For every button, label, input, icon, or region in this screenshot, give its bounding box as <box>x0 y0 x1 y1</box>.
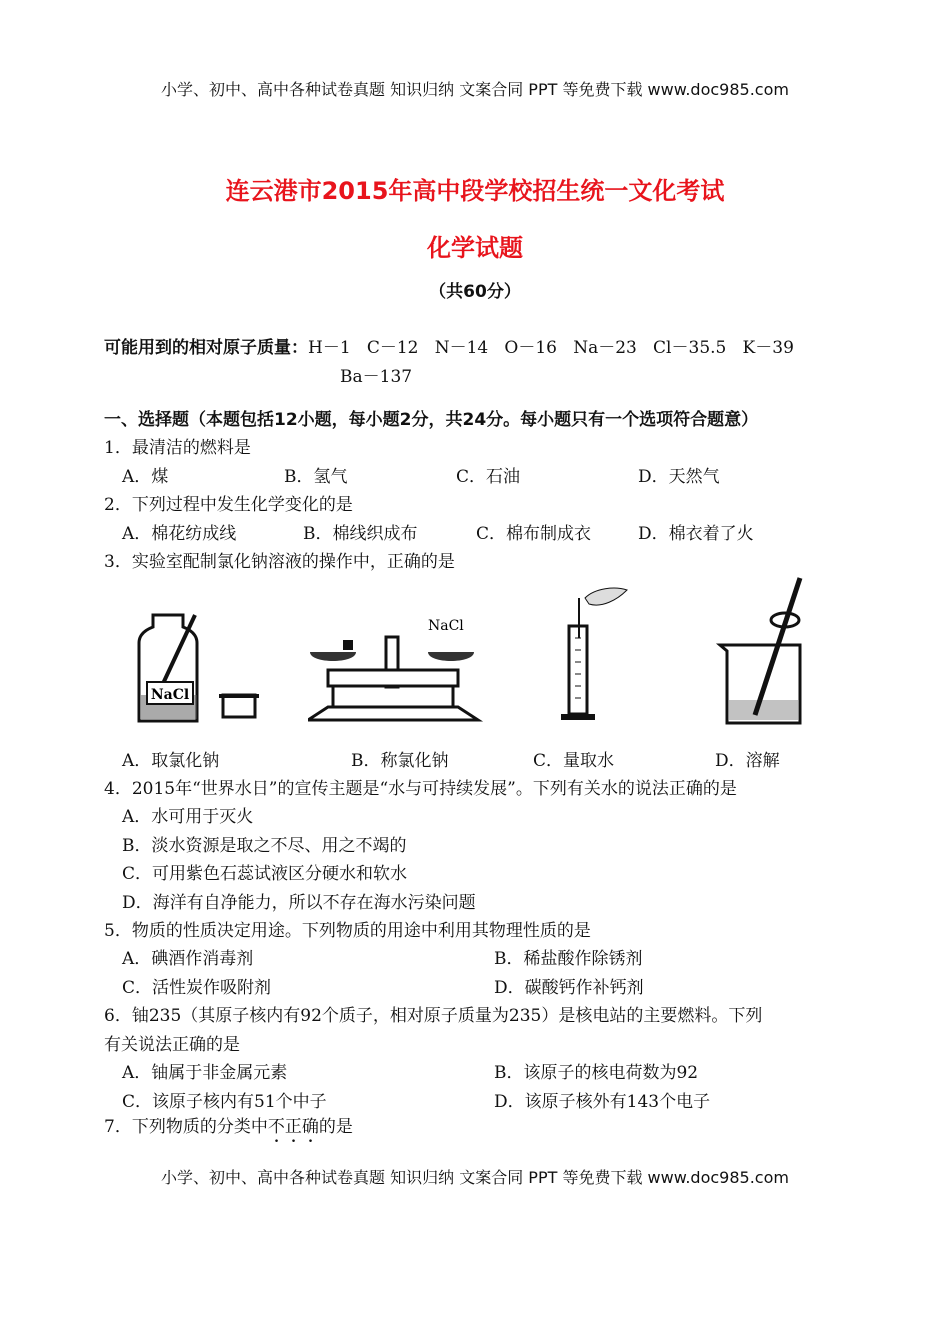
q6-option-a: A．铀属于非金属元素 <box>122 1063 288 1083</box>
q1-option-b: B．氢气 <box>284 467 348 487</box>
q4-option-d: D．海洋有自净能力，所以不存在海水污染问题 <box>122 893 476 913</box>
question-6-cont: 有关说法正确的是 <box>104 1035 240 1055</box>
question-7 <box>104 1116 353 1147</box>
masses-values-2: Ba－137 <box>340 367 413 387</box>
question-1: 1．最清洁的燃料是 <box>104 438 251 458</box>
question-4: 4．2015年“世界水日”的宣传主题是“水与可持续发展”。下列有关水的说法正确的是 <box>104 779 737 799</box>
q1-option-a: A．煤 <box>122 467 169 487</box>
question-2: 2．下列过程中发生化学变化的是 <box>104 495 353 515</box>
jar-label: NaCl <box>150 687 190 703</box>
masses-values: H－1 C－12 N－14 O－16 Na－23 Cl－35.5 K－39 <box>308 338 794 358</box>
balance-label: NaCl <box>428 618 464 634</box>
question-3: 3．实验室配制氯化钠溶液的操作中，正确的是 <box>104 552 455 572</box>
q4-option-b: B．淡水资源是取之不尽、用之不竭的 <box>122 836 407 856</box>
q7-stem-post: 的是 <box>318 1117 353 1137</box>
q3-option-a: A．取氯化钠 <box>122 751 220 771</box>
q3-option-b: B．称氯化钠 <box>351 751 449 771</box>
q3-option-c: C．量取水 <box>533 751 615 771</box>
q5-option-b: B．稀盐酸作除锈剂 <box>494 949 643 969</box>
section-heading: 一、选择题（本题包括12小题，每小题2分，共24分。每小题只有一个选项符合题意） <box>104 410 759 430</box>
q6-option-d: D．该原子核外有143个电子 <box>494 1092 711 1112</box>
exam-title: 连云港市2015年高中段学校招生统一文化考试 <box>225 177 725 205</box>
q2-option-d: D．棉衣着了火 <box>638 524 754 544</box>
reagent-jar-figure <box>135 610 275 730</box>
question-5: 5．物质的性质决定用途。下列物质的用途中利用其物理性质的是 <box>104 921 591 941</box>
q7-stem-pre: 7．下列物质的分类中 <box>104 1117 268 1137</box>
question-6: 6．铀235（其原子核内有92个质子，相对原子质量为235）是核电站的主要燃料。下列 <box>104 1006 763 1026</box>
q2-option-c: C．棉布制成衣 <box>476 524 592 544</box>
page-header: 小学、初中、高中各种试卷真题 知识归纳 文案合同 PPT 等免费下载 www.doc985.com <box>161 80 789 99</box>
q7-emphasis: 不正确 <box>267 1117 319 1137</box>
atomic-masses <box>104 337 794 359</box>
q1-option-c: C．石油 <box>456 467 521 487</box>
q2-option-b: B．棉线织成布 <box>303 524 418 544</box>
exam-subtitle: 化学试题 <box>427 234 523 262</box>
q5-option-a: A．碘酒作消毒剂 <box>122 949 254 969</box>
q1-option-d: D．天然气 <box>638 467 720 487</box>
q4-option-c: C．可用紫色石蕊试液区分硬水和软水 <box>122 864 408 884</box>
masses-label: 可能用到的相对原子质量： <box>104 338 308 358</box>
q4-option-a: A．水可用于灭火 <box>122 807 254 827</box>
beaker-figure <box>715 575 815 730</box>
q5-option-d: D．碳酸钙作补钙剂 <box>494 978 644 998</box>
balance-figure <box>308 612 488 727</box>
q2-option-a: A．棉花纺成线 <box>122 524 237 544</box>
q5-option-c: C．活性炭作吸附剂 <box>122 978 272 998</box>
page-footer: 小学、初中、高中各种试卷真题 知识归纳 文案合同 PPT 等免费下载 www.doc985.com <box>161 1168 789 1187</box>
q6-option-c: C．该原子核内有51个中子 <box>122 1092 327 1112</box>
q6-option-b: B．该原子的核电荷数为92 <box>494 1063 699 1083</box>
q3-option-d: D．溶解 <box>715 751 780 771</box>
graduated-cylinder-figure <box>555 578 635 723</box>
total-score: （共60分） <box>429 282 521 302</box>
